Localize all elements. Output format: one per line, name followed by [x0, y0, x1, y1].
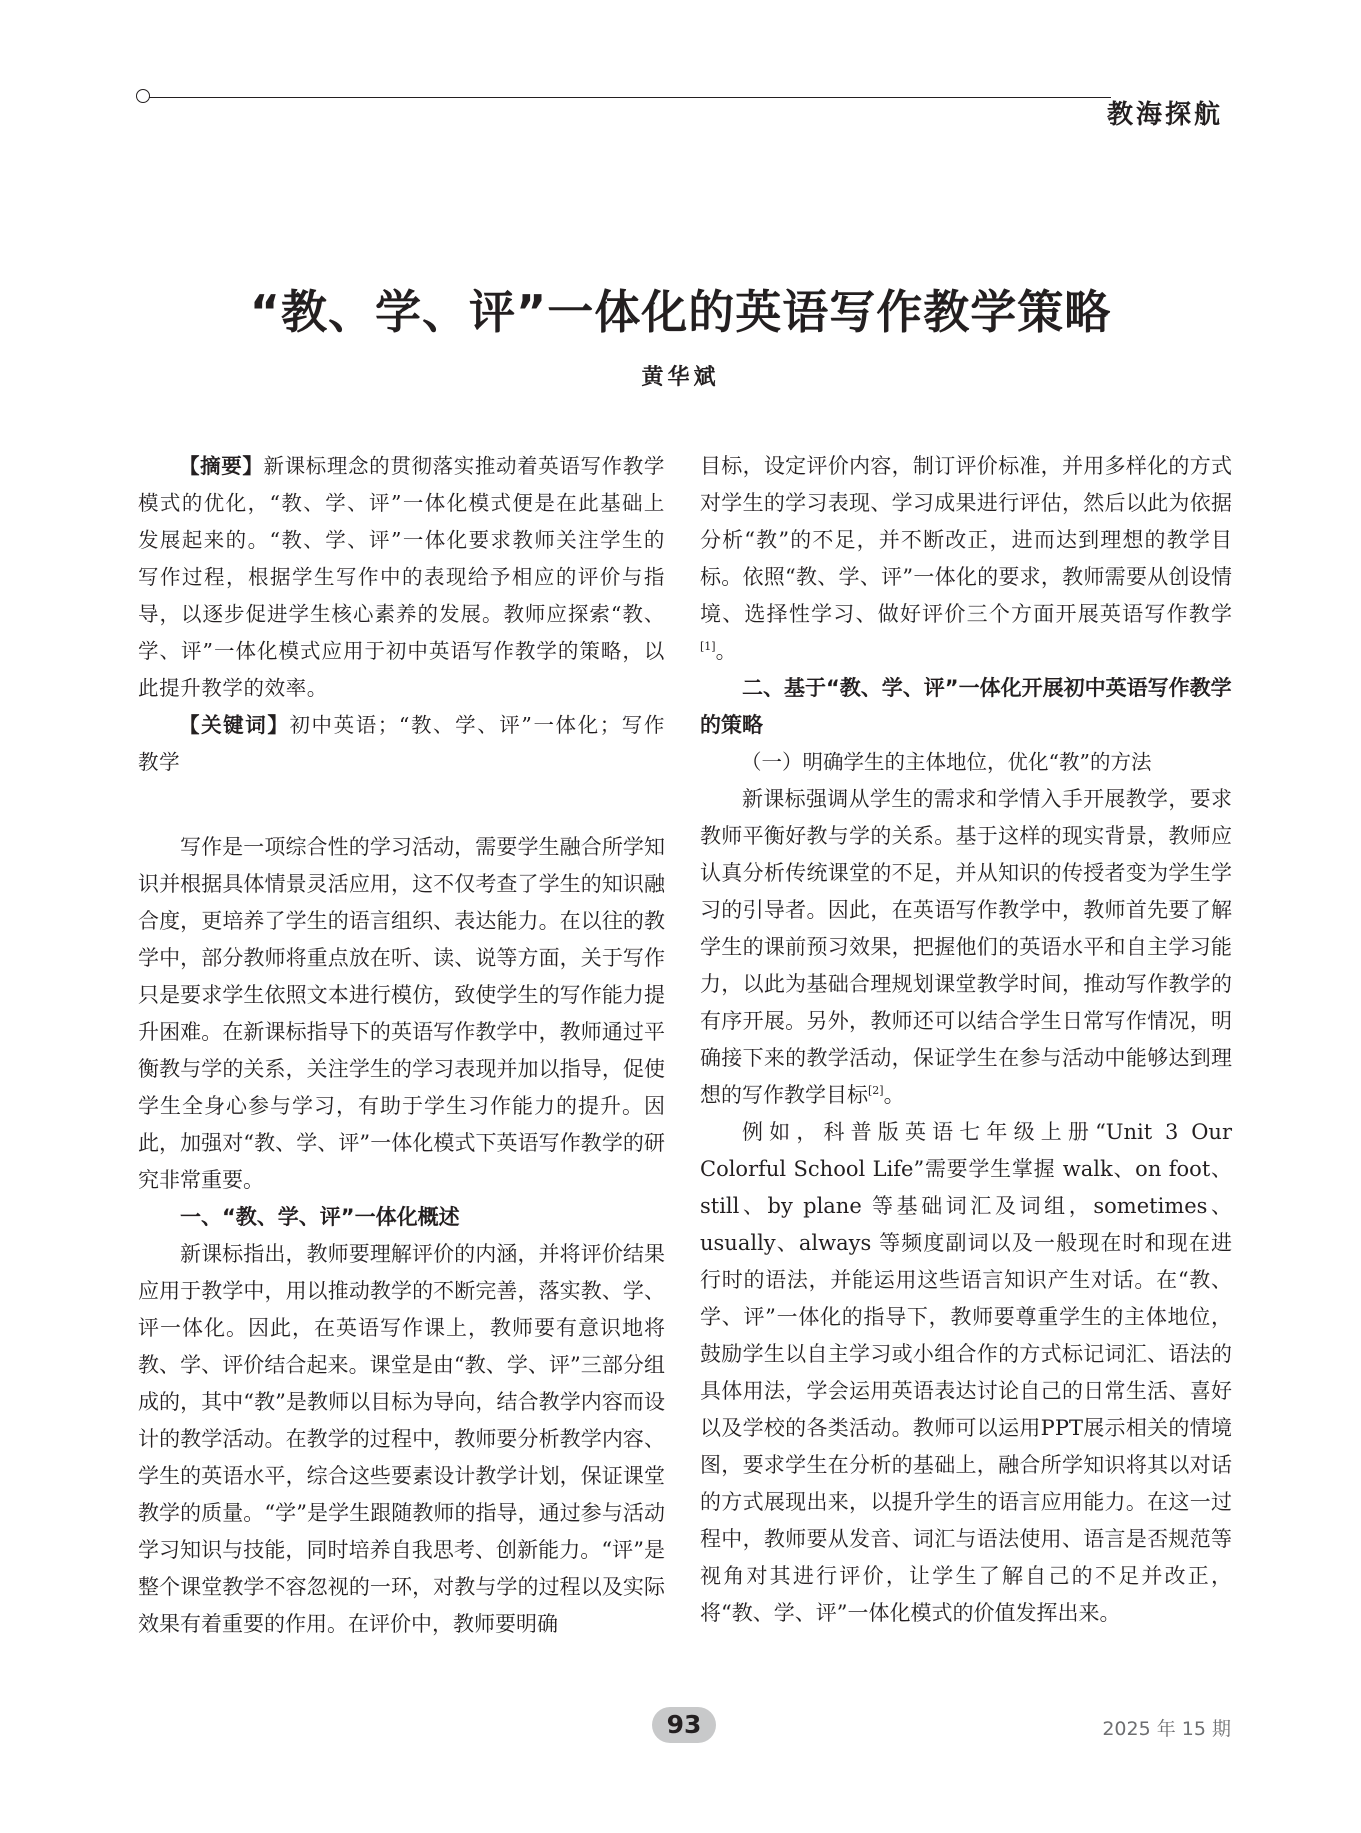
article-title: “教、学、评”一体化的英语写作教学策略: [249, 285, 1112, 339]
section-1-continued-text: 目标，设定评价内容，制订评价标准，并用多样化的方式对学生的学习表现、学习成果进行评估，然后以此为依据分析“教”的不足，并不断改正，进而达到理想的教学目标。依照“教、学、评”一体化的要求，教师需要从创设情境、选择性学习、做好评价三个方面开展英语写作教学: [700, 454, 1232, 626]
keywords-label: 【关键词】: [179, 713, 290, 737]
article-author: 黄华斌: [641, 364, 720, 390]
section-heading-1: 一、“教、学、评”一体化概述: [180, 1205, 460, 1229]
section-heading-2: 二、基于“教、学、评”一体化开展初中英语写作教学的策略: [700, 676, 1232, 737]
abstract: [138, 448, 665, 707]
subsection-2-1-text: 新课标强调从学生的需求和学情入手开展教学，要求教师平衡好教与学的关系。基于这样的现实背景，教师应认真分析传统课堂的不足，并从知识的传授者变为学生学习的引导者。因此，在英语写作教学中，教师首先要了解学生的课前预习效果，把握他们的英语水平和自主学习能力，以此为基础合理规划课堂教学时间，推动写作教学的有序开展。另外，教师还可以结合学生日常写作情况，明确接下来的教学活动，保证学生在参与活动中能够达到理想的写作教学目标: [700, 787, 1232, 1107]
subsection-2-1-paragraph: [700, 781, 1232, 1114]
header-circle-ornament: [136, 89, 150, 103]
citation-1: [1]: [700, 640, 716, 653]
issue-label: 2025 年 15 期: [1102, 1718, 1231, 1740]
keywords: [138, 707, 665, 781]
abstract-text: 新课标理念的贯彻落实推动着英语写作教学模式的优化，“教、学、评”一体化模式便是在此基础上发展起来的。“教、学、评”一体化要求教师关注学生的写作过程，根据学生写作中的表现给予相应的评价与指导，以逐步促进学生核心素养的发展。教师应探索“教、学、评”一体化模式应用于初中英语写作教学的策略，以此提升教学的效率。: [138, 454, 665, 700]
example-paragraph: 例如，科普版英语七年级上册“Unit 3 Our Colorful School Life”需要学生掌握 walk、on foot、still、by plane 等基础词汇及词组，sometimes、usually、always 等频度副词以及一般现在时和现在进行时的语法，并能运用这些语言知识产生对话。在“教、学、评”一体化的指导下，教师要尊重学生的主体地位，鼓励学生以自主学习或小组合作的方式标记词汇、语法的具体用法，学会运用英语表达讨论自己的日常生活、喜好以及学校的各类活动。教师可以运用PPT展示相关的情境图，要求学生在分析的基础上，融合所学知识将其以对话的方式展现出来，以提升学生的语言应用能力。在这一过程中，教师要从发音、词汇与语法使用、语言是否规范等视角对其进行评价，让学生了解自己的不足并改正，将“教、学、评”一体化模式的价值发挥出来。: [700, 1120, 1232, 1625]
page-number: 93: [652, 1707, 716, 1743]
keywords-text: 初中英语；“教、学、评”一体化；写作教学: [138, 713, 665, 774]
header-rule: [146, 97, 1111, 98]
left-column: [138, 448, 665, 1643]
intro-paragraph: 写作是一项综合性的学习活动，需要学生融合所学知识并根据具体情景灵活应用，这不仅考查了学生的知识融合度，更培养了学生的语言组织、表达能力。在以往的教学中，部分教师将重点放在听、读、说等方面，关于写作只是要求学生依照文本进行模仿，致使学生的写作能力提升困难。在新课标指导下的英语写作教学中，教师通过平衡教与学的关系，关注学生的学习表现并加以指导，促使学生全身心参与学习，有助于学生习作能力的提升。因此，加强对“教、学、评”一体化模式下英语写作教学的研究非常重要。: [138, 835, 665, 1192]
section-1-end-punct: 。: [715, 639, 737, 663]
abstract-label: 【摘要】: [179, 454, 264, 478]
subsection-2-1-end-punct: 。: [883, 1083, 905, 1107]
citation-2: [2]: [868, 1084, 884, 1097]
right-column: [700, 448, 1232, 1632]
section-1-paragraph-continued: [700, 448, 1232, 670]
abstract-gap: [138, 781, 665, 829]
subsection-heading-2-1: （一）明确学生的主体地位，优化“教”的方法: [741, 750, 1152, 774]
section-label: 教海探航: [1106, 100, 1223, 130]
section-1-paragraph: 新课标指出，教师要理解评价的内涵，并将评价结果应用于教学中，用以推动教学的不断完善，落实教、学、评一体化。因此，在英语写作课上，教师要有意识地将教、学、评价结合起来。课堂是由“教、学、评”三部分组成的，其中“教”是教师以目标为导向，结合教学内容而设计的教学活动。在教学的过程中，教师要分析教学内容、学生的英语水平，综合这些要素设计教学计划，保证课堂教学的质量。“学”是学生跟随教师的指导，通过参与活动学习知识与技能，同时培养自我思考、创新能力。“评”是整个课堂教学不容忽视的一环，对教与学的过程以及实际效果有着重要的作用。在评价中，教师要明确: [138, 1242, 665, 1636]
